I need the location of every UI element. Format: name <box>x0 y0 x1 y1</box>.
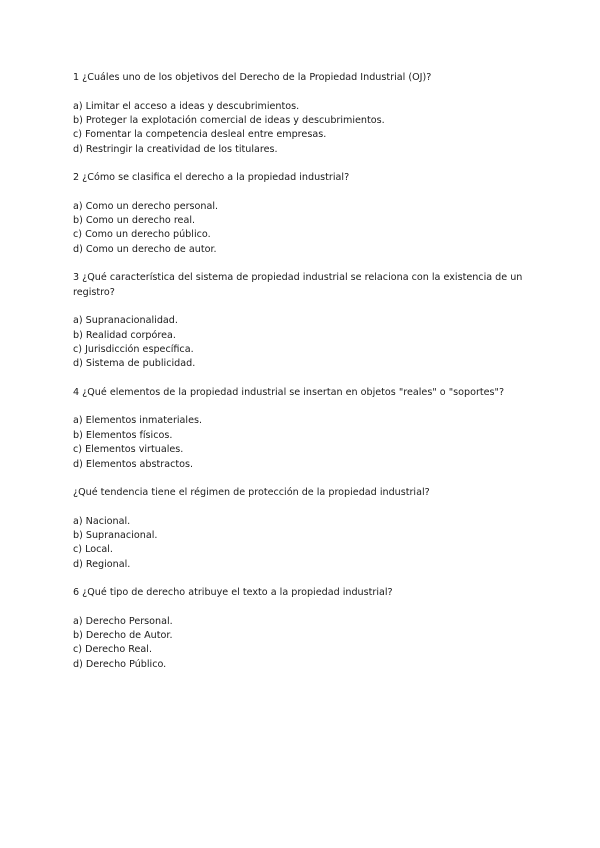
question-5 <box>73 486 533 572</box>
option-b: b) Como un derecho real. <box>73 215 196 227</box>
option-b: b) Realidad corpórea. <box>73 329 176 341</box>
option-c: c) Derecho Real. <box>73 644 152 656</box>
question-text: 3 ¿Qué característica del sistema de propiedad industrial se relaciona con la existencia de un registro? <box>73 272 523 298</box>
question-2 <box>73 171 533 257</box>
option-a: a) Derecho Personal. <box>73 615 173 627</box>
question-text: 1 ¿Cuáles uno de los objetivos del Derecho de la Propiedad Industrial (OJ)? <box>73 72 432 83</box>
option-b: b) Supranacional. <box>73 529 158 541</box>
option-list <box>73 314 533 372</box>
option-d: d) Como un derecho de autor. <box>73 243 217 255</box>
option-d: d) Sistema de publicidad. <box>73 358 196 370</box>
option-c: c) Como un derecho público. <box>73 229 211 241</box>
question-4 <box>73 386 533 472</box>
option-a: a) Elementos inmateriales. <box>73 415 203 427</box>
question-text: 6 ¿Qué tipo de derecho atribuye el texto a la propiedad industrial? <box>73 587 393 599</box>
question-text: 4 ¿Qué elementos de la propiedad industrial se insertan en objetos "reales" o "soportes"? <box>73 386 505 398</box>
option-a: a) Limitar el acceso a ideas y descubrimientos. <box>73 100 300 112</box>
option-list <box>73 100 533 158</box>
option-b: b) Derecho de Autor. <box>73 630 173 642</box>
quiz-document <box>73 71 533 686</box>
option-list <box>73 200 533 258</box>
option-d: d) Derecho Público. <box>73 658 167 670</box>
option-b: b) Elementos físicos. <box>73 429 173 441</box>
option-c: c) Local. <box>73 544 113 556</box>
option-c: c) Elementos virtuales. <box>73 444 184 456</box>
question-6 <box>73 586 533 672</box>
question-1 <box>73 71 533 157</box>
option-list <box>73 615 533 673</box>
option-a: a) Como un derecho personal. <box>73 200 219 212</box>
option-a: a) Supranacionalidad. <box>73 315 178 327</box>
question-text: 2 ¿Cómo se clasifica el derecho a la propiedad industrial? <box>73 172 350 184</box>
option-d: d) Restringir la creatividad de los titulares. <box>73 143 278 155</box>
option-c: c) Fomentar la competencia desleal entre empresas. <box>73 129 327 141</box>
option-d: d) Elementos abstractos. <box>73 458 194 470</box>
option-b: b) Proteger la explotación comercial de ideas y descubrimientos. <box>73 114 385 126</box>
option-list <box>73 515 533 573</box>
question-text: ¿Qué tendencia tiene el régimen de protección de la propiedad industrial? <box>73 487 430 498</box>
question-3 <box>73 271 533 372</box>
option-c: c) Jurisdicción específica. <box>73 344 194 356</box>
option-list <box>73 414 533 472</box>
option-d: d) Regional. <box>73 558 131 570</box>
option-a: a) Nacional. <box>73 515 131 527</box>
